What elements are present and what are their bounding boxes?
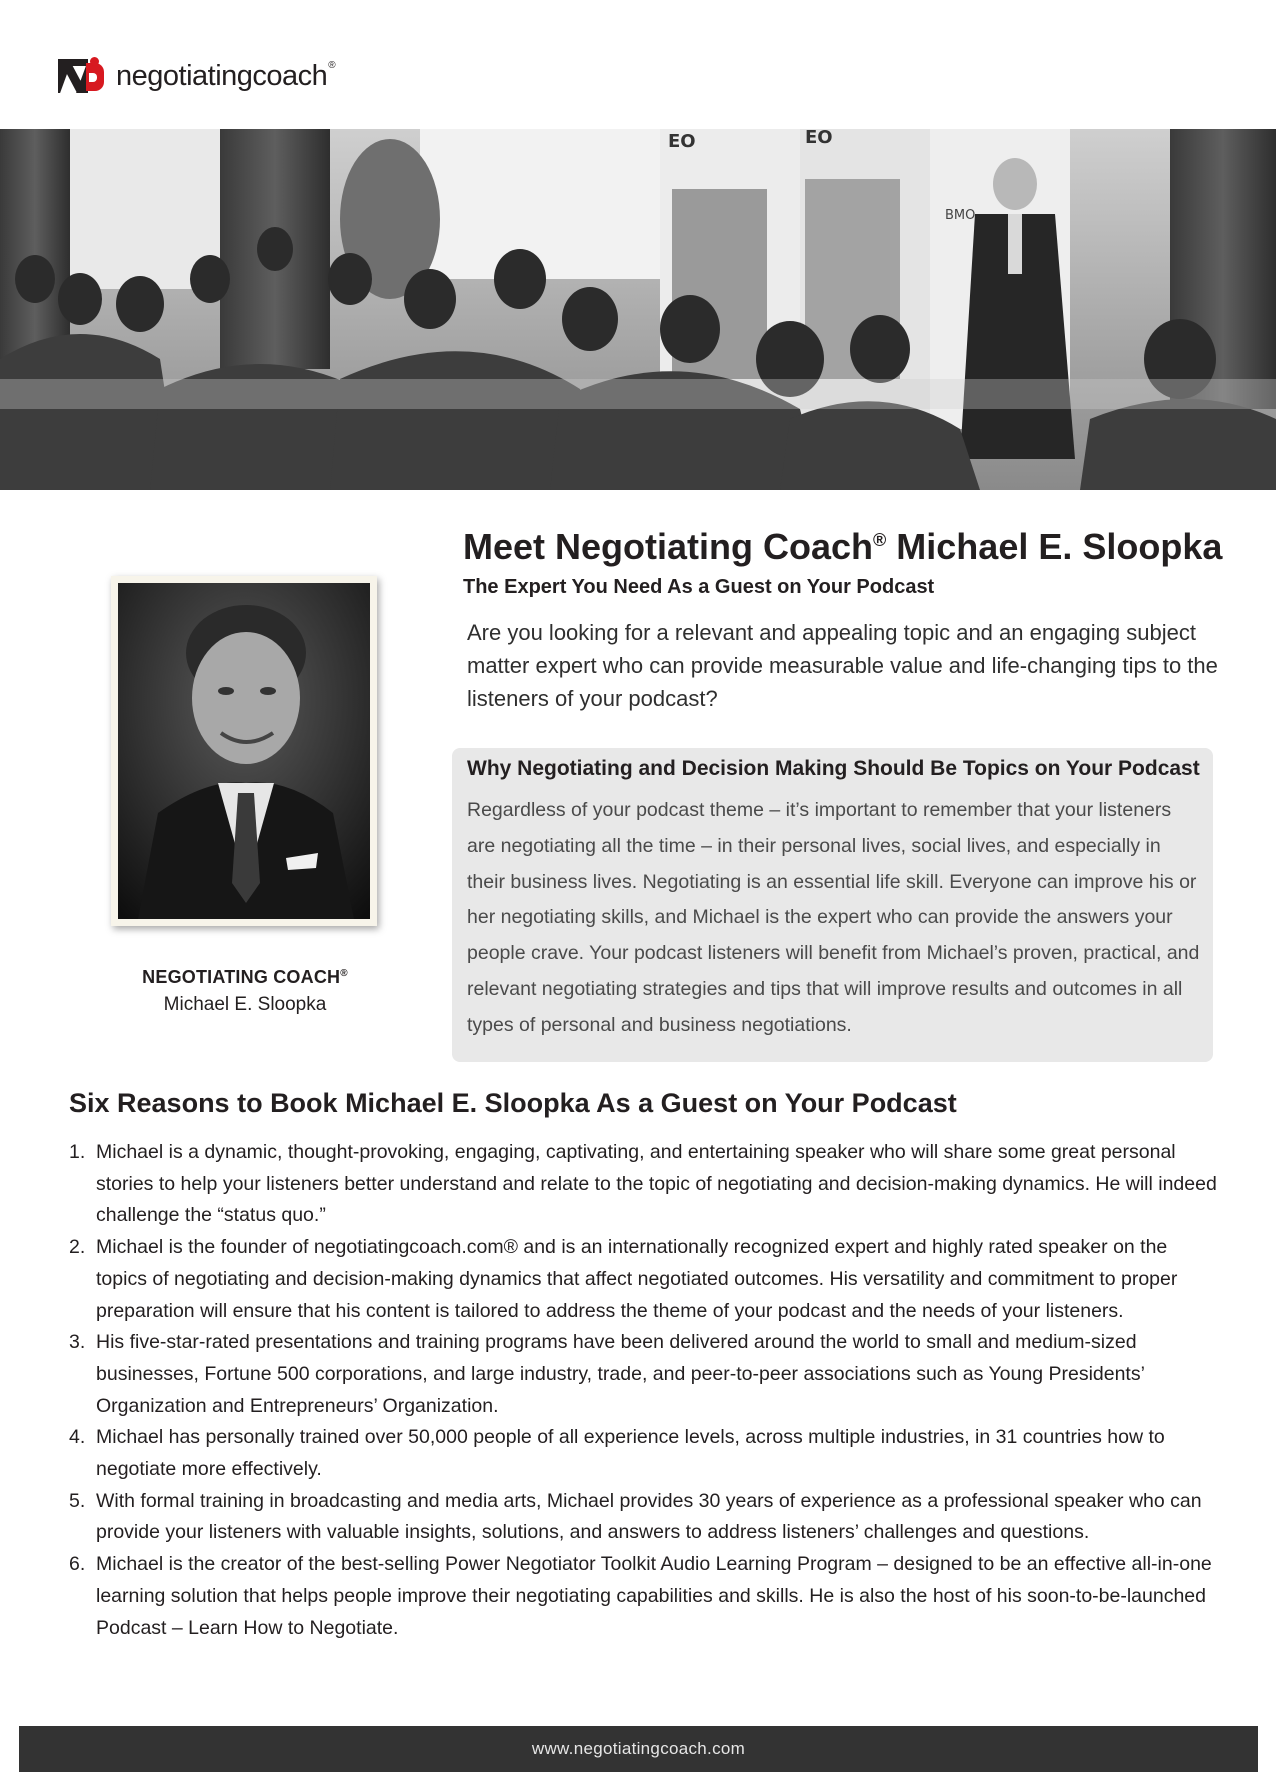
- why-box-body: Regardless of your podcast theme – it’s important to remember that your listeners are negotiating all the time – in their personal lives, social lives, and especially in their business lives. Negotiating is an essential life skill. Everyone can improve his or her negotiating skills, and Michael is the expert who can provide the answers your people crave. Your podcast listeners will benefit from Michael’s proven, practical, and relevant negotiating strategies and tips that will improve results and outcomes in all types of personal and business negotiations.: [467, 799, 1200, 1036]
- list-item: 2. Michael is the founder of negotiatingcoach.com® and is an internationally recognized expert and highly rated speaker on the topics of negotiating and decision-making dynamics that affect negotiated outcomes. His versatility and commitment to proper preparation will ensure that his content is tailored to address the theme of your podcast and the needs of your listeners.: [69, 1236, 1178, 1322]
- hero-seminar-photo: [0, 129, 1276, 490]
- why-negotiating-box: [452, 748, 1213, 1062]
- svg-text:EO: EO: [805, 129, 833, 148]
- reasons-list: [69, 1137, 1219, 1644]
- logo-text: negotiatingcoach®: [116, 59, 336, 92]
- list-item: 3. His five-star-rated presentations and training programs have been delivered around the world to small and medium-sized businesses, Fortune 500 corporations, and large industry, trade, and peer-to-peer associations such as Young Presidents’ Organization and Entrepreneurs’ Organization.: [69, 1331, 1145, 1417]
- reasons-heading: Six Reasons to Book Michael E. Sloopka As a Guest on Your Podcast: [69, 1088, 957, 1118]
- svg-text:BMO: BMO: [945, 208, 976, 223]
- list-item: 6. Michael is the creator of the best-selling Power Negotiator Toolkit Audio Learning Program – designed to be an effective all-in-one learning solution that helps people improve their negotiating capabilities and skills. He is also the host of his soon-to-be-launched Podcast – Learn How to Negotiate.: [69, 1553, 1212, 1639]
- portrait-photo: [118, 583, 370, 919]
- footer-bar: [19, 1726, 1258, 1772]
- brand-logo[interactable]: [58, 56, 335, 96]
- why-box-title: Why Negotiating and Decision Making Should Be Topics on Your Podcast: [467, 757, 1200, 780]
- page-subtitle: The Expert You Need As a Guest on Your Podcast: [463, 576, 935, 598]
- svg-text:EO: EO: [668, 131, 696, 152]
- list-item: 5. With formal training in broadcasting and media arts, Michael provides 30 years of experience as a professional speaker who can provide your listeners with valuable insights, solutions, and answers to address listeners’ challenges and questions.: [69, 1489, 1202, 1544]
- np-logo-icon: [58, 59, 104, 93]
- caption-name: Michael E. Sloopka: [163, 994, 327, 1015]
- list-item: 4. Michael has personally trained over 50,000 people of all experience levels, across multiple industries, in 31 countries how to negotiate more effectively.: [69, 1426, 1165, 1481]
- page-title: Meet Negotiating Coach® Michael E. Sloopka: [463, 526, 1223, 567]
- footer-website-link[interactable]: www.negotiatingcoach.com: [531, 1739, 746, 1758]
- portrait-frame: [111, 576, 377, 926]
- list-item: 1. Michael is a dynamic, thought-provoking, engaging, captivating, and entertaining speaker who will share some great personal stories to help your listeners better understand and relate to the topic of negotiating and decision-making dynamics. He will indeed challenge the “status quo.”: [69, 1141, 1217, 1227]
- intro-paragraph: Are you looking for a relevant and appealing topic and an engaging subject matter expert who can provide measurable value and life-changing tips to the listeners of your podcast?: [467, 620, 1218, 711]
- portrait-caption: [100, 967, 390, 1016]
- caption-title: NEGOTIATING COACH®: [142, 967, 348, 987]
